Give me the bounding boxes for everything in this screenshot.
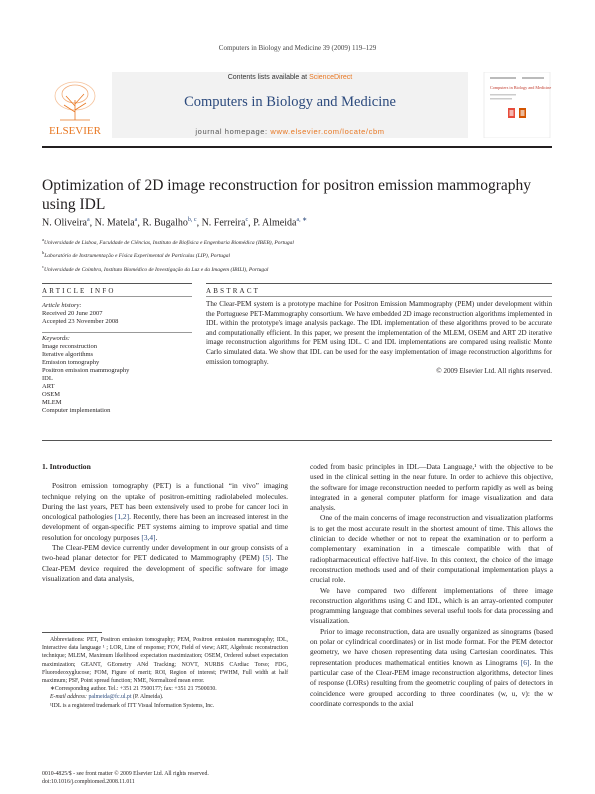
running-journal-line: Computers in Biology and Medicine 39 (2009) 119–129 bbox=[218, 44, 377, 52]
affiliation-item: $^b$Laboratório de Instrumentação e Física Experimental de Partículas (LIP), Portugal bbox=[42, 250, 231, 260]
article-title: Optimization of 2D image reconstruction for positron emission mammography using IDL bbox=[42, 177, 532, 213]
history-keyword-divider bbox=[42, 332, 192, 333]
right-paragraph-4: Prior to image reconstruction, data are usually organized as sinograms (based on polar or cylindrical coordinates) or in list mode format. For the PEM detector geometry, we have chosen representing data using Cartesian coordinates. This representation produces mathematical entities known as Linograms [6]. In the particular case of the Clear-PEM image reconstruction algorithms, detector lines of response (LORs) resulting from the geometric coupling of pairs of detectors in coincidence were grouped according to three coordinates (w, u, v): the w coordinate corresponds to the axial bbox=[310, 626, 553, 708]
footnotes bbox=[42, 636, 288, 710]
author-name[interactable]: N. Matela bbox=[94, 217, 135, 229]
history-label: Article history: bbox=[42, 302, 82, 309]
keyword-item: ART bbox=[42, 383, 55, 390]
email-footnote: E-mail address: palmeida@fc.ul.pt (P. Almeida). bbox=[50, 694, 164, 701]
article-info-rule bbox=[42, 283, 192, 284]
journal-title: Computers in Biology and Medicine bbox=[184, 94, 396, 110]
journal-cover-thumbnail bbox=[482, 72, 552, 138]
homepage-prefix: journal homepage: bbox=[195, 127, 271, 136]
elsevier-wordmark: ELSEVIER bbox=[49, 125, 101, 137]
right-paragraph-2: One of the main concerns of image reconstruction and visualization platforms is to get the most accurate result in the shortest amount of time. This allows the clinician to decide whether or not to repeat the examination or to perform a complementary examination in a timescale compatible with that of radiopharmaceutical effective half-live. In this context, the choice of the image reconstruction methods used and of their computational implementation plays a crucial role. bbox=[310, 513, 553, 585]
author-affiliation-marker: c bbox=[245, 217, 249, 223]
abbreviations-footnote: Abbreviations: PET, Positron emission tomography; PEM, Positron emission mammography; IDL, Interactive data language ¹ ; LOR, Line of response; FOV, Field of view; ART, Algebraic reconstruction technique; MLEM, Maximum likelihood expectation maximization; OSEM, Ordered subset expectation maximization; GEANT, GEometry ANd Tracking; NOVT, NURBS CArdiac Torso; FDG, Fluorodeoxyglucose; FOM, Figure of merit; ROI, Region of interest; FWHM, Full width at half maximum; PSF, Point spread function; NME, Normalized mean error. bbox=[42, 637, 288, 685]
abstract-body bbox=[206, 300, 552, 377]
contents-prefix: Contents lists available at bbox=[227, 74, 310, 81]
abstract-subrule bbox=[206, 296, 552, 297]
intro-paragraph-2: The Clear-PEM device currently under development in our group consists of a two-head planar detector for PET dedicated to Mammography (PEM) [5]. The Clear-PEM device required the development of specific software for image visualization and data analysis, bbox=[42, 543, 288, 583]
elsevier-tree-icon bbox=[42, 72, 108, 138]
keywords-label: Keywords: bbox=[42, 335, 70, 342]
author-list: N. Oliveira$^a$, N. Matela$^a$, R. Bugalho$^{b, c}$, N. Ferreira$^c$, P. Almeida$^{a, ∗}$ bbox=[42, 217, 308, 229]
left-column bbox=[42, 462, 288, 584]
keyword-item: Emission tomography bbox=[42, 359, 100, 366]
sciencedirect-link[interactable]: ScienceDirect bbox=[309, 74, 353, 81]
keyword-item: Positron emission mammography bbox=[42, 367, 130, 374]
citation-5[interactable]: [5] bbox=[262, 553, 272, 563]
abstract-heading: ABSTRACT bbox=[206, 287, 261, 295]
journal-banner bbox=[42, 72, 552, 140]
doi-line[interactable]: doi:10.1016/j.compbiomed.2008.11.011 bbox=[42, 779, 135, 785]
corresponding-author-footnote: ∗Corresponding author. Tel.: +351 21 7500177; fax: +351 21 7500030. bbox=[50, 686, 217, 693]
citation-3-4[interactable]: [3,4] bbox=[141, 532, 156, 542]
keywords-block bbox=[42, 335, 192, 415]
article-info-heading: ARTICLE INFO bbox=[42, 287, 116, 295]
received-date: Received 20 June 2007 bbox=[42, 310, 103, 317]
affiliation-item: $^a$Universidade de Lisboa, Faculdade de Ciências, Instituto de Biofísica e Engenharia Biomédica (IBEB), Portugal bbox=[42, 237, 294, 246]
trademark-footnote: ¹IDL is a registered trademark of ITT Visual Information Systems, Inc. bbox=[50, 702, 215, 709]
masthead bbox=[112, 72, 468, 138]
keyword-list bbox=[42, 343, 192, 415]
keyword-item: OSEM bbox=[42, 391, 61, 398]
article-info-subrule bbox=[42, 296, 192, 297]
article-history bbox=[42, 302, 192, 326]
cover-title: Computers in Biology and Medicine bbox=[490, 85, 552, 90]
author-name[interactable]: R. Bugalho bbox=[142, 217, 188, 229]
right-paragraph-1: coded from basic principles in IDL—Data Language,¹ with the objective to be used in the clinical setting in the near future. In order to achieve this objective, the software for image reconstruction needed to perform rapidly as well as being integrated in a general computer platform for image visualization and data analysis. bbox=[310, 462, 553, 513]
author-name[interactable]: N. Oliveira bbox=[42, 217, 87, 229]
keyword-item: IDL bbox=[42, 375, 53, 382]
author-affiliation-marker: a bbox=[134, 217, 138, 223]
abstract-bottom-rule bbox=[42, 440, 552, 441]
email-link[interactable]: palmeida@fc.ul.pt bbox=[88, 694, 132, 701]
issn-line: 0010-4825/$ - see front matter © 2009 Elsevier Ltd. All rights reserved. bbox=[42, 771, 209, 777]
abstract-copyright: © 2009 Elsevier Ltd. All rights reserved. bbox=[436, 367, 552, 376]
accepted-date: Accepted 23 November 2008 bbox=[42, 318, 119, 325]
author-affiliation-marker: b, c bbox=[187, 217, 197, 223]
author-name[interactable]: N. Ferreira bbox=[201, 217, 246, 229]
author-affiliation-marker: a, ∗ bbox=[296, 217, 308, 223]
affiliations bbox=[42, 235, 294, 275]
footnote-rule bbox=[42, 632, 102, 633]
author-name[interactable]: P. Almeida bbox=[253, 217, 297, 229]
keyword-item: MLEM bbox=[42, 399, 62, 406]
journal-cover-image bbox=[482, 72, 552, 138]
section-introduction-title: 1. Introduction bbox=[42, 462, 91, 471]
abstract-text: The Clear-PEM system is a prototype machine for Positron Emission Mammography (PEM) under development within the Portuguese PET-Mammography consortium. We have embedded 2D image reconstruction algorithms implemented in IDL within the prototype's image analysis package. The IDL implementation of these algorithms proved to be accurate and computationally efficient. In this paper, we present the implementation of the MLEM, OSEM and ART 2D iterative image reconstruction algorithms for PEM using IDL. C and IDL implementations are compared using realistic Monte Carlo simulated data. We show that IDL can be used for the easy implementation of image reconstruction algorithms for emission tomography. bbox=[206, 300, 552, 366]
homepage-link[interactable]: www.elsevier.com/locate/cbm bbox=[270, 127, 385, 136]
page-footer bbox=[42, 770, 342, 786]
author-affiliation-marker: a bbox=[87, 217, 90, 223]
keyword-item: Image reconstruction bbox=[42, 343, 98, 350]
contents-line bbox=[112, 74, 468, 81]
keyword-item: Iterative algorithms bbox=[42, 351, 94, 358]
citation-6[interactable]: [6] bbox=[520, 657, 530, 667]
abstract-rule bbox=[206, 283, 552, 284]
right-paragraph-3: We have compared two different implementations of three image reconstruction algorithms using C and IDL, which is an array-oriented computer programming language that combines several useful tools for data processing and visualization. bbox=[310, 585, 553, 626]
elsevier-logo bbox=[42, 72, 108, 138]
intro-paragraph-1: Positron emission tomography (PET) is a functional “in vivo” imaging technique relying on the uptake of positron-emitting radiolabeled molecules. During the last years, PET has been extensively used to probe for cancer loci in oncological pathologies [1,2]. Recently, there has been an increased interest in the development of organ-specific PET systems aiming to improve spatial and time resolution for oncology purposes [3,4]. bbox=[42, 481, 288, 542]
keyword-item: Computer implementation bbox=[42, 407, 111, 414]
journal-homepage bbox=[112, 127, 468, 136]
banner-rule bbox=[42, 146, 552, 148]
affiliation-item: $^c$Universidade de Coimbra, Instituto Biomédico de Investigação da Luz e da Imagem (IBILI), Portugal bbox=[42, 263, 269, 273]
right-column bbox=[310, 462, 553, 709]
citation-1-2[interactable]: [1,2] bbox=[114, 512, 130, 522]
